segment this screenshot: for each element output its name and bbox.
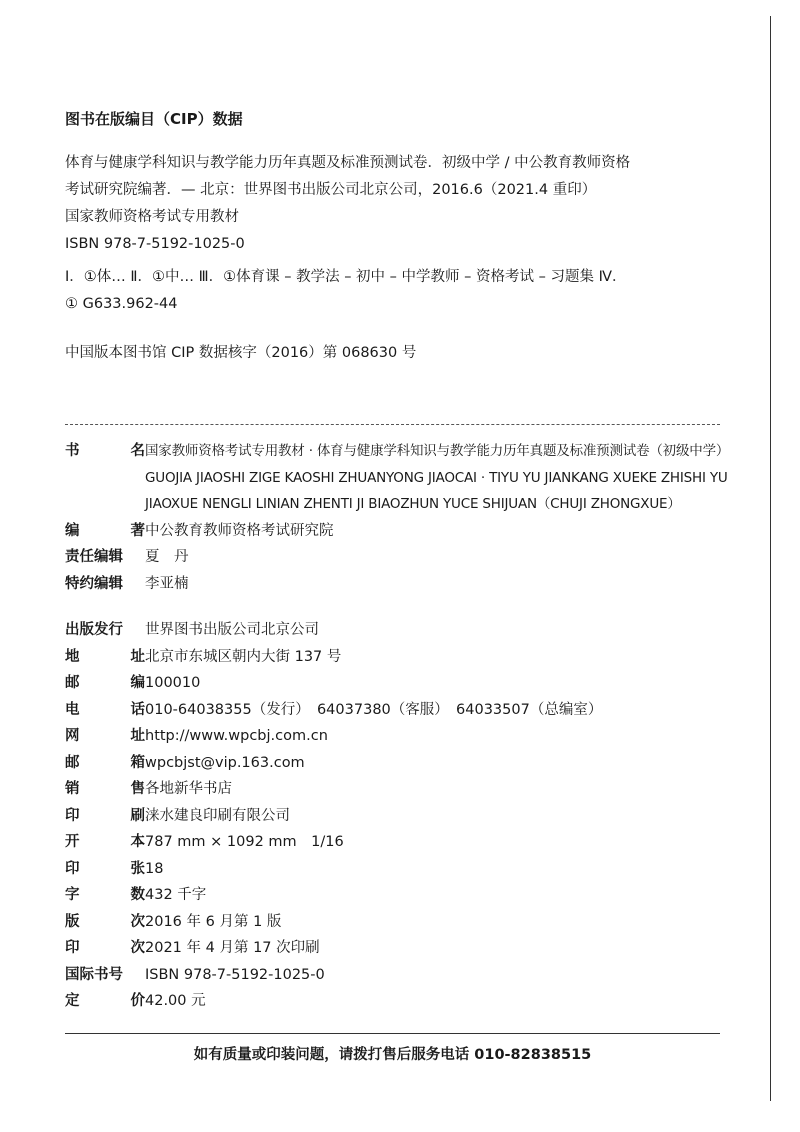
cip-line-1: 体育与健康学科知识与教学能力历年真题及标准预测试卷．初级中学 / 中公教育教师资格 <box>65 155 631 171</box>
publishing-row <box>65 829 765 856</box>
publishing-value: 42.00 元 <box>145 993 206 1009</box>
publishing-value: 432 千字 <box>145 887 207 903</box>
publishing-value: 18 <box>145 860 164 877</box>
author-value: 中公教育教师资格考试研究院 <box>145 522 334 539</box>
cip-line-2: 考试研究院编著．— 北京：世界图书出版公司北京公司，2016.6（2021.4 重印） <box>65 182 597 198</box>
publishing-row <box>65 697 765 724</box>
publishing-row <box>65 670 765 697</box>
cip-verification: 中国版本图书馆 CIP 数据核字（2016）第 068630 号 <box>65 345 417 361</box>
publishing-row <box>65 723 765 750</box>
publishing-value: 北京市东城区朝内大街 137 号 <box>145 648 342 665</box>
footer-divider <box>65 1033 720 1034</box>
publishing-row <box>65 909 765 936</box>
special-editor-value: 李亚楠 <box>145 575 189 592</box>
publishing-value: 787 mm × 1092 mm 1/16 <box>145 834 344 850</box>
publishing-row <box>65 617 765 644</box>
publishing-label: 地 址 <box>65 648 145 665</box>
publishing-label: 出版发行 <box>65 622 123 638</box>
publishing-value: 2016 年 6 月第 1 版 <box>145 913 282 930</box>
author-row <box>65 518 765 545</box>
publishing-row <box>65 935 765 962</box>
publishing-label: 版 次 <box>65 913 145 930</box>
title-label: 书 名 <box>65 443 145 459</box>
publishing-label: 国际书号 <box>65 966 123 983</box>
publishing-value: wpcbjst@vip.163.com <box>145 754 305 771</box>
publishing-row <box>65 882 765 909</box>
page-edge-line <box>770 16 771 1101</box>
publishing-value: http://www.wpcbj.com.cn <box>145 728 328 744</box>
publishing-info <box>65 617 765 1015</box>
special-editor-row <box>65 571 765 598</box>
publishing-label: 印 次 <box>65 940 145 956</box>
spacer <box>65 597 765 617</box>
title-value <box>145 438 765 518</box>
editor-value: 夏 丹 <box>145 549 189 565</box>
publishing-label: 邮 编 <box>65 675 145 691</box>
publishing-value: 各地新华书店 <box>145 781 232 797</box>
book-info <box>65 438 765 1015</box>
publishing-row <box>65 750 765 777</box>
title-line-3: JIAOXUE NENGLI LINIAN ZHENTI JI BIAOZHUN YUCE SHIJUAN（CHUJI ZHONGXUE） <box>145 496 681 512</box>
publishing-value: 2021 年 4 月第 17 次印刷 <box>145 940 320 956</box>
publishing-label: 字 数 <box>65 887 145 903</box>
cip-classification-2: ① G633.962-44 <box>65 296 178 312</box>
publishing-row <box>65 856 765 883</box>
cip-heading: 图书在版编目（CIP）数据 <box>65 110 243 128</box>
publishing-label: 定 价 <box>65 993 145 1009</box>
cip-line-4: ISBN 978-7-5192-1025-0 <box>65 236 245 252</box>
service-hotline: 如有质量或印装问题，请拨打售后服务电话 010-82838515 <box>193 1047 592 1063</box>
title-line-2: GUOJIA JIAOSHI ZIGE KAOSHI ZHUANYONG JIAOCAI · TIYU YU JIANKANG XUEKE ZHISHI YU <box>145 469 728 486</box>
publishing-label: 邮 箱 <box>65 754 145 771</box>
editor-label: 责任编辑 <box>65 549 123 565</box>
title-line-1: 国家教师资格考试专用教材 · 体育与健康学科知识与教学能力历年真题及标准预测试卷（初级中学） <box>145 443 730 459</box>
publishing-row <box>65 962 765 989</box>
special-editor-label: 特约编辑 <box>65 575 123 592</box>
publishing-value: 世界图书出版公司北京公司 <box>145 622 319 638</box>
section-divider <box>65 424 720 425</box>
cip-block <box>65 108 755 367</box>
publishing-label: 印 刷 <box>65 807 145 824</box>
author-label: 编 著 <box>65 522 145 539</box>
publishing-row <box>65 988 765 1015</box>
publishing-label: 印 张 <box>65 860 145 877</box>
publishing-label: 销 售 <box>65 781 145 797</box>
publishing-value: 010-64038355（发行） 64037380（客服） 64033507（总编室） <box>145 701 603 718</box>
publishing-value: 100010 <box>145 675 201 691</box>
publishing-row <box>65 803 765 830</box>
publishing-row <box>65 644 765 671</box>
title-row <box>65 438 765 518</box>
publishing-label: 网 址 <box>65 728 145 744</box>
publishing-row <box>65 776 765 803</box>
cip-classification-1: Ⅰ．①体… Ⅱ．①中… Ⅲ．①体育课 – 教学法 – 初中 – 中学教师 – 资格考试 – 习题集 Ⅳ． <box>65 269 627 285</box>
editor-row <box>65 544 765 571</box>
cip-line-3: 国家教师资格考试专用教材 <box>65 209 239 225</box>
publishing-value: 涞水建良印刷有限公司 <box>145 807 290 824</box>
publishing-label: 开 本 <box>65 834 145 850</box>
spacer <box>65 318 755 340</box>
publishing-label: 电 话 <box>65 701 145 718</box>
publishing-value: ISBN 978-7-5192-1025-0 <box>145 966 325 983</box>
